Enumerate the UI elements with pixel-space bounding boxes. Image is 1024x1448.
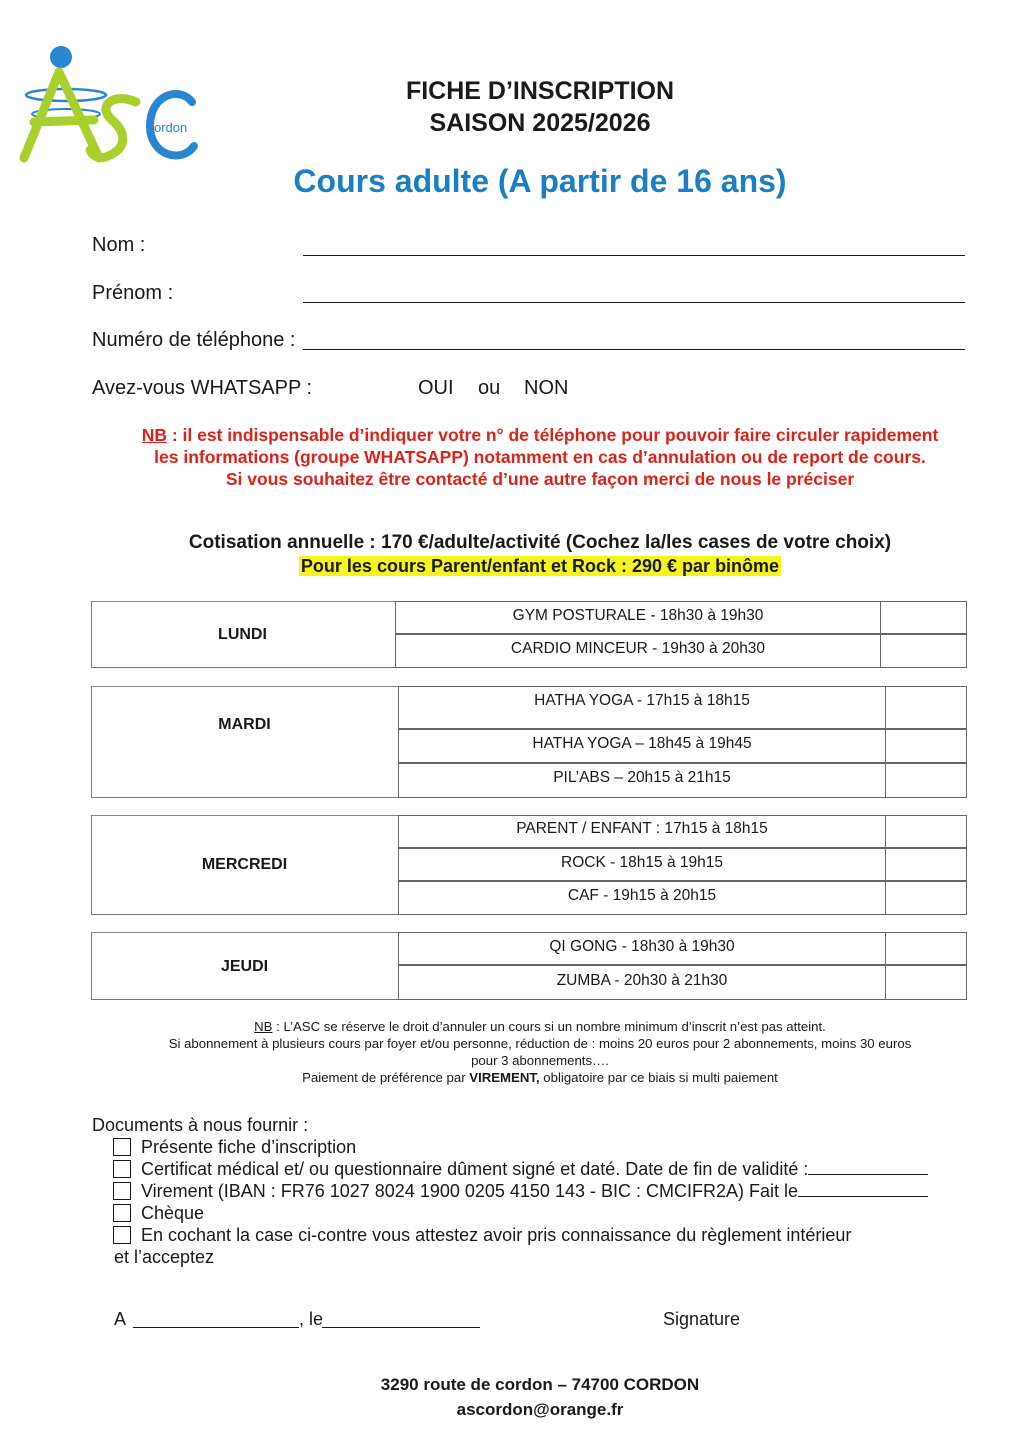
whatsapp-yes-option[interactable]: OUI (418, 377, 454, 399)
doc-item-fiche-label: Présente fiche d’inscription (141, 1137, 357, 1157)
checkbox-wednesday-1[interactable] (885, 815, 967, 848)
asc-logo-graphic (14, 40, 204, 175)
day-thursday: JEUDI (220, 958, 269, 975)
checkbox-tuesday-3[interactable] (885, 763, 967, 798)
doc-item-certificat-label: Certificat médical et/ ou questionnaire dûment signé et daté. Date de fin de validité : (141, 1159, 809, 1179)
doc-item-reglement-cont: et l’acceptez (114, 1247, 215, 1267)
slot-tuesday-1-label: HATHA YOGA - 17h15 à 18h15 (534, 692, 750, 709)
checkbox-tuesday-2[interactable] (885, 729, 967, 763)
doc-item-cheque-label: Chèque (141, 1203, 205, 1223)
highlight-line (0, 556, 1024, 577)
documents-title: Documents à nous fournir : (92, 1115, 309, 1135)
day-wednesday: MERCREDI (201, 856, 288, 873)
whatsapp-or-text: ou (478, 377, 501, 399)
slot-monday-2-label: CARDIO MINCEUR - 19h30 à 20h30 (510, 640, 766, 657)
slot-tuesday-3-label: PIL’ABS – 20h15 à 21h15 (553, 769, 731, 786)
nom-label: Nom : (92, 234, 146, 256)
nb-line1: : il est indispensable d’indiquer votre n° de téléphone pour pouvoir faire circuler rapidement (166, 425, 939, 445)
notes-line3: pour 3 abonnements…. (471, 1053, 609, 1068)
notes-line4-bold: VIREMENT, (469, 1070, 540, 1085)
checkbox-monday-2[interactable] (880, 634, 967, 668)
place-field[interactable] (133, 1327, 299, 1328)
checkbox-cheque[interactable] (113, 1204, 131, 1222)
checkbox-wednesday-3[interactable] (885, 881, 967, 915)
nom-field[interactable] (303, 255, 965, 256)
doc-item-certificat (113, 1159, 928, 1180)
footer-email[interactable]: ascordon@orange.fr (456, 1400, 624, 1419)
cotisation-text: Cotisation annuelle : 170 €/adulte/activité (Cochez la/les cases de votre choix) (188, 532, 892, 553)
validity-date-field[interactable] (808, 1160, 928, 1175)
slot-wednesday-3-label: CAF - 19h15 à 20h15 (567, 887, 717, 904)
checkbox-fiche[interactable] (113, 1138, 131, 1156)
date-field[interactable] (322, 1327, 480, 1328)
phone-field[interactable] (303, 349, 965, 350)
checkbox-monday-1[interactable] (880, 601, 967, 634)
checkbox-reglement[interactable] (113, 1226, 131, 1244)
course-subtitle: Cours adulte (A partir de 16 ans) (293, 163, 787, 199)
notes-nb-prefix: NB (254, 1019, 273, 1034)
whatsapp-label: Avez-vous WHATSAPP : (92, 377, 313, 399)
doc-item-fiche (113, 1137, 356, 1158)
slot-monday-1-label: GYM POSTURALE - 18h30 à 19h30 (512, 607, 764, 624)
prenom-label: Prénom : (92, 282, 174, 304)
virement-date-field[interactable] (798, 1182, 928, 1197)
checkbox-thursday-1[interactable] (885, 932, 967, 965)
season-title: SAISON 2025/2026 (429, 109, 651, 137)
slot-thursday-2-label: ZUMBA - 20h30 à 21h30 (556, 972, 728, 989)
nb-prefix: NB (141, 425, 167, 445)
doc-item-cheque (113, 1203, 204, 1224)
form-title: FICHE D’INSCRIPTION (405, 77, 675, 105)
slot-wednesday-2-label: ROCK - 18h15 à 19h15 (561, 854, 723, 871)
checkbox-certificat[interactable] (113, 1160, 131, 1178)
nb-line2: les informations (groupe WHATSAPP) notamment en cas d’annulation ou de report de cours. (154, 447, 926, 467)
prenom-field[interactable] (303, 302, 965, 303)
day-tuesday: MARDI (218, 716, 271, 733)
parent-rock-price: Pour les cours Parent/enfant et Rock : 290 € par binôme (300, 556, 780, 576)
checkbox-virement[interactable] (113, 1182, 131, 1200)
date-label: , le (299, 1309, 324, 1329)
notes-line2: Si abonnement à plusieurs cours par foyer et/ou personne, réduction de : moins 20 euros pour 2 abonnements, moins 30 euros (168, 1036, 912, 1051)
notes-block (80, 1018, 1000, 1086)
checkbox-tuesday-1[interactable] (885, 686, 967, 729)
doc-item-reglement (113, 1225, 851, 1246)
asc-logo (14, 40, 204, 175)
doc-item-reglement-label: En cochant la case ci-contre vous attestez avoir pris connaissance du règlement intérieur (141, 1225, 852, 1245)
notes-line4-prefix: Paiement de préférence par (302, 1070, 470, 1085)
slot-wednesday-1-label: PARENT / ENFANT : 17h15 à 18h15 (516, 820, 768, 837)
slot-thursday-1-label: QI GONG - 18h30 à 19h30 (549, 938, 735, 955)
checkbox-thursday-2[interactable] (885, 965, 967, 1000)
nb-line3: Si vous souhaitez être contacté d’une autre façon merci de nous le préciser (225, 469, 855, 489)
doc-item-virement (113, 1181, 928, 1202)
notes-line4-suffix: obligatoire par ce biais si multi paiement (539, 1070, 778, 1085)
notes-line1: : L’ASC se réserve le droit d’annuler un cours si un nombre minimum d’inscrit n’est pas atteint. (272, 1019, 826, 1034)
footer-address: 3290 route de cordon – 74700 CORDON (380, 1375, 700, 1394)
logo-small-text: ordon (154, 120, 188, 135)
whatsapp-no-option[interactable]: NON (524, 377, 569, 399)
nb-phone-notice (60, 424, 1020, 490)
phone-label: Numéro de téléphone : (92, 329, 296, 351)
doc-item-virement-label: Virement (IBAN : FR76 1027 8024 1900 0205 4150 143 - BIC : CMCIFR2A) Fait le (141, 1181, 798, 1201)
slot-tuesday-2-label: HATHA YOGA – 18h45 à 19h45 (532, 735, 752, 752)
day-monday: LUNDI (218, 626, 267, 643)
signature-label: Signature (663, 1309, 741, 1329)
place-label: A (114, 1309, 127, 1329)
checkbox-wednesday-2[interactable] (885, 848, 967, 881)
